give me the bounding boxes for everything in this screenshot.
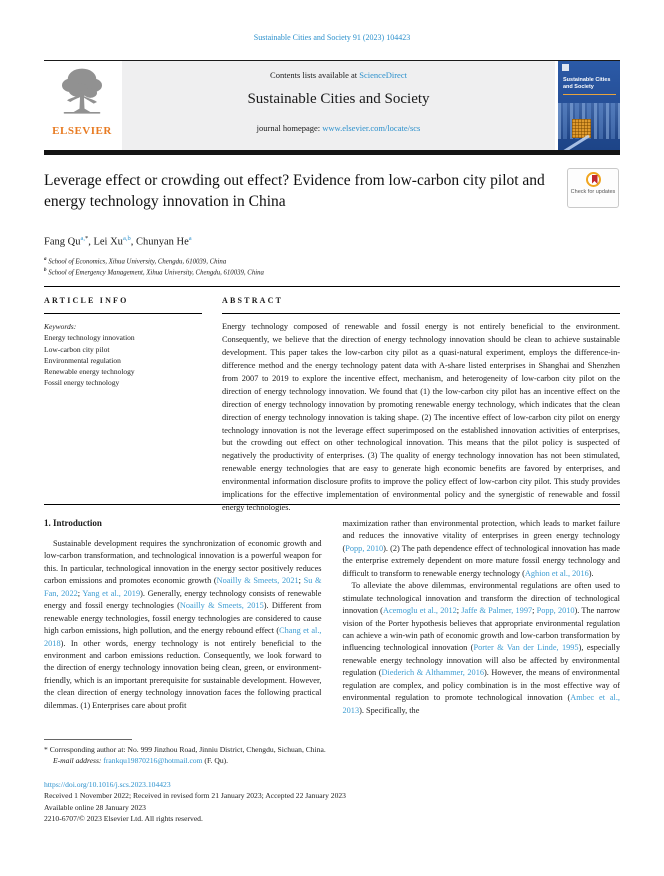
abstract-column xyxy=(222,296,620,513)
footer-block xyxy=(44,779,620,825)
email-note xyxy=(44,755,620,766)
info-abstract-section xyxy=(44,286,620,513)
text-run: ). (2) The path dependence effect of technological innovation has made the enterprise extremely dependent on more mature fossil energy technology and difficult to transform to renewable energy technology ( xyxy=(342,543,620,578)
citation-link[interactable]: Porter & Van der Linde, 1995 xyxy=(473,643,579,653)
abstract-heading: ABSTRACT xyxy=(222,296,620,314)
crossmark-ribbon-icon xyxy=(592,175,598,184)
available-online-line: Available online 28 January 2023 xyxy=(44,802,146,812)
text-run: maximization rather than environmental protection, which leads to market failure and reduces the innovative vitality of enterprises in green energy technology ( xyxy=(342,519,620,553)
doi-link[interactable]: https://doi.org/10.1016/j.scs.2023.104423 xyxy=(44,780,171,789)
footnote-divider xyxy=(44,739,132,740)
journal-masthead xyxy=(122,61,555,150)
corresponding-author-note xyxy=(44,744,620,755)
author-separator: , xyxy=(88,236,94,248)
paragraph xyxy=(343,518,621,580)
header-divider-bar xyxy=(44,150,620,155)
journal-header xyxy=(44,60,620,150)
text-run: Sustainable development requires the synchronization of economic growth and low-carbon transformation, and technological innovation is a powerful weapon for this. In particular, technological innovation in the energy sector positively reduces carbon emissions and promotes economic growth ( xyxy=(44,539,322,586)
author-superscript[interactable]: a xyxy=(188,235,192,242)
text-run: ). Generally, energy technology consists of renewable energy and fossil energy technologies ( xyxy=(44,588,322,611)
introduction-section xyxy=(44,518,620,739)
article-info-column xyxy=(44,296,202,504)
text-run: To alleviate the above dilemmas, environmental regulations are often used to stimulate technological innovation and transform the direction of technological innovation ( xyxy=(342,581,620,616)
citation-link[interactable]: Popp, 2010 xyxy=(345,543,384,553)
homepage-link[interactable]: www.elsevier.com/locate/scs xyxy=(322,123,421,133)
text-run: ), especially renewable energy technology innovation will also be affected by environmental regulation ( xyxy=(342,643,620,678)
citation-link[interactable]: Jaffe & Palmer, 1997 xyxy=(461,606,533,616)
text-run: ; xyxy=(532,606,537,616)
text-run: ). However, the means of environmental regulation are complex, and policy combination is in the most effective way of environmental regulation to promote technological innovation ( xyxy=(342,668,620,703)
corresponding-author-text: Corresponding author at: No. 999 Jinzhou Road, Jinniu District, Chengdu, Sichuan, China. xyxy=(47,745,326,754)
check-for-updates-label: Check for updates xyxy=(570,189,616,195)
introduction-heading: 1. Introduction xyxy=(44,518,102,528)
author-name: Lei Xu xyxy=(93,236,123,248)
text-run: ; xyxy=(298,576,304,586)
article-info-heading: ARTICLE INFO xyxy=(44,296,202,314)
cover-title: Sustainable Cities and Society xyxy=(563,77,611,90)
contents-line xyxy=(122,70,555,80)
received-line: Received 1 November 2022; Received in revised form 21 January 2023; Accepted 22 January 2023 xyxy=(44,791,346,801)
intro-column-1 xyxy=(44,518,322,739)
affiliation: $^b$ School of Emergency Management, Xihua University, Chengdu, 610039, China xyxy=(44,268,264,277)
email-label: E-mail address: xyxy=(53,756,102,765)
author-name: Fang Qu xyxy=(44,236,81,248)
keyword-item: Energy technology innovation xyxy=(44,333,135,343)
intro-col2-paragraphs xyxy=(343,518,621,717)
cover-subline xyxy=(563,94,616,96)
homepage-prefix: journal homepage: xyxy=(256,123,323,133)
email-link[interactable]: frankqu19870216@hotmail.com xyxy=(103,756,203,765)
text-run: ). Different from renewable energy technologies, fossil energy technologies are considered to cause high carbon emissions, high pollution, and the energy rebound effect ( xyxy=(44,601,322,636)
authors-line xyxy=(44,235,192,248)
text-run: ). xyxy=(588,568,594,578)
author-separator: , xyxy=(130,236,136,248)
journal-cover-thumbnail[interactable] xyxy=(558,61,620,150)
article-title: Leverage effect or crowding out effect? Evidence from low-carbon city pilot and energy technology innovation in China xyxy=(44,172,545,210)
intro-column-2 xyxy=(343,518,621,739)
keyword-item: Low-carbon city pilot xyxy=(44,344,110,354)
citation-link[interactable]: Diederich & Althammer, 2016 xyxy=(381,668,484,678)
citation-link[interactable]: Su & Fan, 2022 xyxy=(44,576,322,598)
text-run: ; xyxy=(77,588,83,598)
citation-link[interactable]: Chang et al., 2018 xyxy=(44,626,322,648)
keyword-item: Fossil energy technology xyxy=(44,378,120,388)
footnote-block xyxy=(44,739,620,766)
author-name: Chunyan He xyxy=(135,236,189,248)
running-head-citation: Sustainable Cities and Society 91 (2023) 104423 xyxy=(253,33,411,42)
check-for-updates-button[interactable] xyxy=(567,168,619,208)
keyword-item: Environmental regulation xyxy=(44,355,121,365)
abstract-text: Energy technology composed of renewable and fossil energy is not entirely beneficial to the environment. Consequently, we believe that the direction of energy technology innovation should be clean to achieve sustainable development. This paper takes the low-carbon city pilot as a quasi-natural experiment, employs the difference-in-difference method and the energy technology patent data with A-share listed enterprises in Shanghai and Shenzhen from 2007 to 2019 to explore the incentive effect, mechanism, and heterogeneity of low-carbon city pilot on the direction of energy technology innovation. We found that (1) the low-carbon city pilot has an incentive effect on the direction of energy technology innovation by promoting renewable energy technology, which indicates that the clean direction of energy technology innovation is taking shape. (2) The incentive effect of low-carbon city pilot on energy technology innovation is not the leverage effect superimposed on the established innovation activities of enterprises, but the crowding out effect on other technological innovation. This means that the pilot policy is suspected of negatively the productivity of enterprises. (3) The quality of energy technology innovation has not been stimulated, renewable energy technologies that are easy to generate high economic benefits are favored by enterprises, and environmental information disclosure profits to improve the policy effect of low-carbon city pilot. This study provides implications for the effective implementation of environmental policy and the synergistic of renewable and fossil energy technologies. xyxy=(222,322,620,513)
paragraph xyxy=(343,580,621,717)
text-run: ). In other words, energy technology is not entirely beneficial to the environment and carbon emissions reduction. Consequently, we look forward to the direction of energy technology innovation being clean, green, or environment-friendly, which is an important prerequisite for sustainable development. However, the clean direction of energy technology innovation faces the following practical dilemmas. (1) Enterprises care about profit xyxy=(44,638,322,710)
elsevier-tree-icon xyxy=(57,65,107,124)
cover-logo-icon xyxy=(562,64,569,71)
footnote-asterisk: * xyxy=(44,745,48,754)
intro-col1-paragraphs xyxy=(44,538,322,712)
sciencedirect-link[interactable]: ScienceDirect xyxy=(359,70,407,80)
citation-link[interactable]: Noailly & Smeets, 2015 xyxy=(179,601,264,611)
homepage-line xyxy=(122,123,555,133)
citation-link[interactable]: Acemoglu et al., 2012 xyxy=(382,606,457,616)
paragraph xyxy=(44,538,322,712)
author-superscript[interactable]: a,b xyxy=(122,235,131,242)
email-suffix: (F. Qu). xyxy=(202,756,229,765)
keywords-block xyxy=(44,321,202,389)
citation-link[interactable]: Noailly & Smeets, 2021 xyxy=(216,576,299,586)
elsevier-wordmark: ELSEVIER xyxy=(52,125,112,137)
journal-name: Sustainable Cities and Society xyxy=(247,91,430,107)
text-run: ). Specifically, the xyxy=(359,705,420,715)
keyword-item: Renewable energy technology xyxy=(44,367,135,376)
citation-link[interactable]: Popp, 2010 xyxy=(536,606,575,616)
keywords-list xyxy=(44,332,202,388)
elsevier-logo xyxy=(44,61,120,150)
author-superscript[interactable]: a,* xyxy=(80,235,89,242)
citation-link[interactable]: Ambec et al., 2013 xyxy=(342,693,620,715)
copyright-line: 2210-6707/© 2023 Elsevier Ltd. All rights reserved. xyxy=(44,814,203,824)
crossmark-icon xyxy=(586,172,601,187)
contents-prefix: Contents lists available at xyxy=(270,70,360,80)
citation-link[interactable]: Yang et al., 2019 xyxy=(82,588,141,598)
keywords-label: Keywords: xyxy=(44,322,77,331)
affiliations xyxy=(44,256,264,278)
text-run: ; xyxy=(456,606,462,616)
text-run: ). The narrow vision of the Porter hypothesis believes that appropriate environmental regulation can achieve a win-win path of economic growth and low-carbon transformation by influencing technological innovation ( xyxy=(342,606,620,653)
affiliation: $^a$ School of Economics, Xihua University, Chengdu, 610039, China xyxy=(44,257,227,266)
citation-link[interactable]: Aghion et al., 2016 xyxy=(524,568,589,578)
